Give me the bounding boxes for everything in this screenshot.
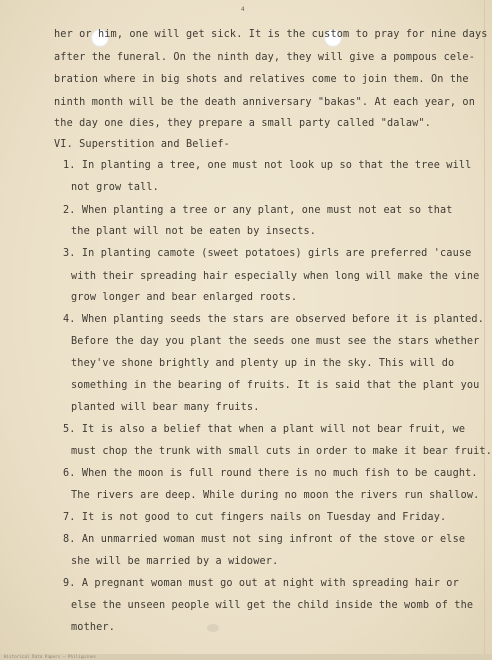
list-item: 5. It is also a belief that when a plant will not bear fruit, we: [63, 424, 466, 435]
list-item-continuation: she will be married by a widower.: [71, 556, 279, 567]
list-item-continuation: The rivers are deep. While during no moon the rivers run shallow.: [71, 490, 480, 501]
list-item: 1. In planting a tree, one must not look up so that the tree will: [63, 160, 472, 171]
paper-stain: [207, 624, 219, 632]
text-line: the day one dies, they prepare a small party called "dalaw".: [54, 118, 432, 129]
list-item: 8. An unmarried woman must not sing infront of the stove or else: [63, 534, 466, 545]
list-item-continuation: with their spreading hair especially when long will make the vine: [71, 271, 480, 282]
section-heading: VI. Superstition and Belief-: [54, 139, 230, 150]
list-item: 4. When planting seeds the stars are observed before it is planted.: [63, 314, 484, 325]
list-item-continuation: mother.: [71, 622, 115, 633]
list-item-continuation: Before the day you plant the seeds one must see the stars whether: [71, 336, 480, 347]
page-edge-line: [484, 0, 485, 660]
list-item: 2. When planting a tree or any plant, one must not eat so that: [63, 205, 453, 216]
list-item-continuation: something in the bearing of fruits. It is said that the plant you: [71, 380, 480, 391]
footer-strip: Historical Data Papers — Philippines: [0, 654, 492, 660]
list-item-continuation: else the unseen people will get the child inside the womb of the: [71, 600, 474, 611]
list-item: 3. In planting camote (sweet potatoes) girls are preferred 'cause: [63, 248, 472, 259]
list-item: 7. It is not good to cut fingers nails on Tuesday and Friday.: [63, 512, 447, 523]
list-item-continuation: they've shone brightly and plenty up in the sky. This will do: [71, 358, 455, 369]
list-item: 6. When the moon is full round there is no much fish to be caught.: [63, 468, 478, 479]
list-item: 9. A pregnant woman must go out at night with spreading hair or: [63, 578, 459, 589]
text-line: ninth month will be the death anniversary "bakas". At each year, on: [54, 97, 475, 108]
page-marker: 4: [241, 6, 245, 13]
list-item-continuation: the plant will not be eaten by insects.: [71, 226, 317, 237]
list-item-continuation: grow longer and bear enlarged roots.: [71, 292, 298, 303]
text-line: after the funeral. On the ninth day, they will give a pompous cele-: [54, 52, 475, 63]
list-item-continuation: must chop the trunk with small cuts in order to make it bear fruit.: [71, 446, 492, 457]
list-item-continuation: planted will bear many fruits.: [71, 402, 260, 413]
list-item-continuation: not grow tall.: [71, 182, 159, 193]
text-line: bration where in big shots and relatives come to join them. On the: [54, 74, 469, 85]
text-line: her or him, one will get sick. It is the custom to pray for nine days: [54, 29, 488, 40]
